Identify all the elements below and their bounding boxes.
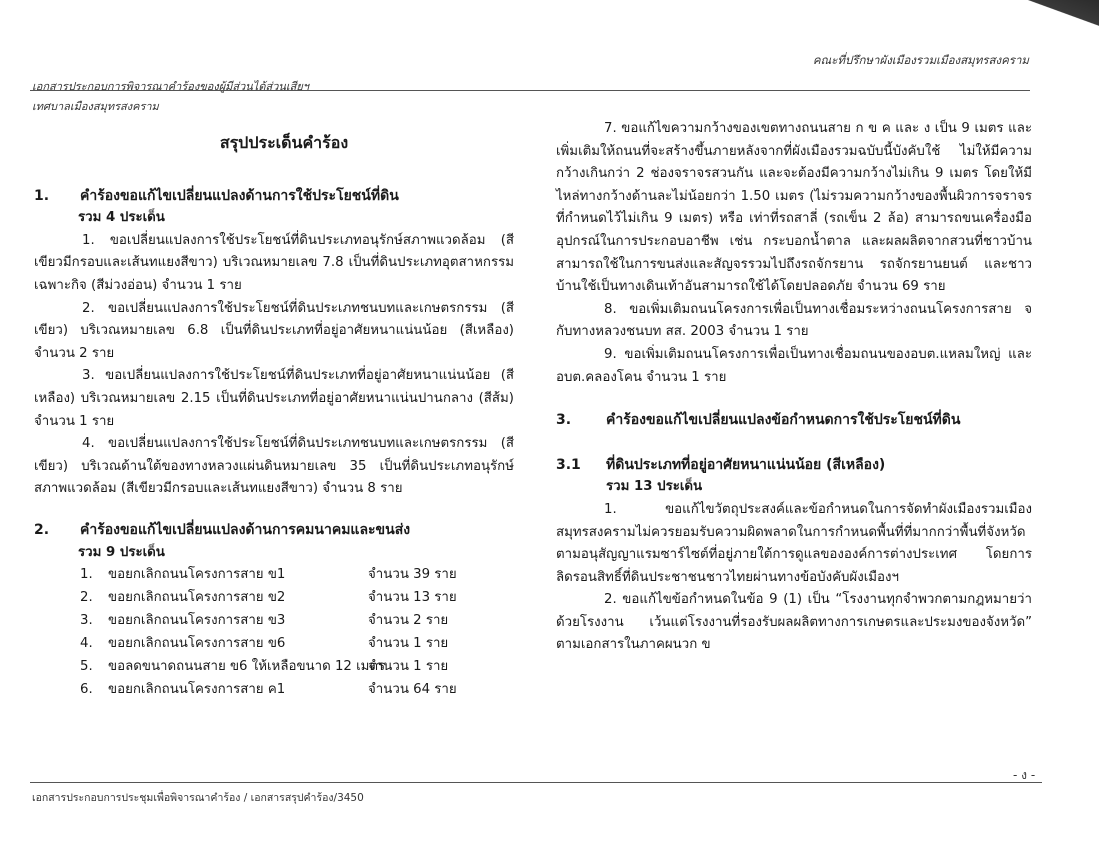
section-title: ที่ดินประเภทที่อยู่อาศัยหนาแน่นน้อย (สีเหลือง) bbox=[606, 456, 886, 473]
scan-edge-shadow bbox=[1009, 0, 1099, 40]
page-number: - ง - bbox=[1013, 768, 1036, 782]
land-use-item: 3. ขอเปลี่ยนแปลงการใช้ประโยชน์ที่ดินประเภทที่อยู่อาศัยหนาแน่นน้อย (สีเหลือง) บริเวณหมายเลข 2.15 เป็นที่ดินประเภทที่อยู่อาศัยหนาแน่นปานกลาง (สีส้ม) จำนวน 1 ราย bbox=[34, 368, 514, 429]
item-number: 5. bbox=[80, 659, 93, 675]
right-column bbox=[556, 118, 1032, 657]
section-title: คำร้องขอแก้ไขเปลี่ยนแปลงด้านการคมนาคมและขนส่ง bbox=[80, 521, 411, 538]
land-use-item: 4. ขอเปลี่ยนแปลงการใช้ประโยชน์ที่ดินประเภทชนบทและเกษตรกรรม (สีเขียว) บริเวณด้านใต้ของทางหลวงแผ่นดินหมายเลข 35 เป็นที่ดินประเภทอนุรักษ์สภาพแวดล้อม (สีเขียวมีกรอบและเส้นทแยงสีขาว) จำนวน 8 ราย bbox=[34, 436, 514, 497]
header-divider bbox=[30, 90, 1030, 91]
left-column bbox=[34, 132, 514, 702]
header-document-title: เอกสารประกอบการพิจารณาคำร้องของผู้มีส่วนได้ส่วนเสียฯ bbox=[32, 80, 309, 93]
section-3-heading bbox=[556, 409, 1032, 432]
section-2-total: รวม 9 ประเด็น bbox=[78, 544, 165, 560]
section-3-1-heading bbox=[556, 454, 1032, 477]
section-title: คำร้องขอแก้ไขเปลี่ยนแปลงด้านการใช้ประโยชน์ที่ดิน bbox=[80, 187, 399, 204]
list-item bbox=[34, 679, 514, 702]
item-text: ขอยกเลิกถนนโครงการสาย ข3 bbox=[108, 613, 286, 629]
item-number: 2. bbox=[80, 590, 93, 606]
section-1-heading bbox=[34, 185, 514, 208]
transport-item: 8. ขอเพิ่มเติมถนนโครงการเพื่อเป็นทางเชื่อมระหว่างถนนโครงการสาย จ กับทางหลวงชนบท สส. 2003 จำนวน 1 ราย bbox=[556, 301, 1032, 340]
item-count: จำนวน 39 ราย bbox=[368, 567, 457, 583]
item-text: ขอยกเลิกถนนโครงการสาย ค1 bbox=[108, 682, 286, 698]
transport-item: 9. ขอเพิ่มเติมถนนโครงการเพื่อเป็นทางเชื่อมถนนของอบต.แหลมใหญ่ และอบต.คลองโคน จำนวน 1 ราย bbox=[556, 346, 1032, 385]
section-number: 3. bbox=[556, 412, 572, 429]
land-use-item: 1. ขอเปลี่ยนแปลงการใช้ประโยชน์ที่ดินประเภทอนุรักษ์สภาพแวดล้อม (สีเขียวมีกรอบและเส้นทแยงสีขาว) บริเวณหมายเลข 7.8 เป็นที่ดินประเภทอุตสาหกรรมเฉพาะกิจ (สีม่วงอ่อน) จำนวน 1 ราย bbox=[34, 232, 514, 293]
transport-item: 7. ขอแก้ไขความกว้างของเขตทางถนนสาย ก ข ค และ ง เป็น 9 เมตร และเพิ่มเติมให้ถนนที่จะสร้างขึ้นภายหลังจากที่ผังเมืองรวมฉบับนี้บังคับใช้ ไม่ให้มีความกว้างเกินกว่า 2 ช่องจราจรสวนกัน และจะต้องมีความกว้างไม่เกิน 9 เมตร โดยให้มีไหล่ทางกว้างด้านละไม่น้อยกว่า 1.50 เมตร (ไม่รวมความกว้างของพื้นผิวการจราจรที่กำหนดไว้ไม่เกิน 9 เมตร) หรือ เท่าที่รถสาลี่ (รถเข็น 2 ล้อ) สามารถขนเครื่องมือ อุปกรณ์ในการประกอบอาชีพ เช่น กระบอกน้ำตาล และผลผลิตจากสวนที่ชาวบ้านสามารถใช้ในการขนส่งและสัญจรรวมไปถึงรถจักรยาน รถจักรยานยนต์ และชาวบ้านใช้เป็นทางเดินเท้าอันสามารถใช้ได้โดยปลอดภัย จำนวน 69 ราย bbox=[556, 121, 1032, 295]
item-count: จำนวน 1 ราย bbox=[368, 659, 449, 675]
page-title: สรุปประเด็นคำร้อง bbox=[219, 133, 349, 152]
item-text: ขอยกเลิกถนนโครงการสาย ข2 bbox=[108, 590, 286, 606]
item-count: จำนวน 1 ราย bbox=[368, 636, 449, 652]
item-number: 3. bbox=[80, 613, 93, 629]
section-3-1-total: รวม 13 ประเด็น bbox=[606, 479, 703, 495]
footer-text: เอกสารประกอบการประชุมเพื่อพิจารณาคำร้อง / เอกสารสรุปคำร้อง/3450 bbox=[32, 792, 364, 804]
list-item bbox=[34, 564, 514, 587]
section-number: 2. bbox=[34, 521, 50, 538]
footer-divider bbox=[30, 782, 1042, 783]
item-text: ขอยกเลิกถนนโครงการสาย ข1 bbox=[108, 567, 286, 583]
section-1-total: รวม 4 ประเด็น bbox=[78, 210, 165, 226]
section-title: คำร้องขอแก้ไขเปลี่ยนแปลงข้อกำหนดการใช้ประโยชน์ที่ดิน bbox=[606, 412, 961, 429]
item-count: จำนวน 13 ราย bbox=[368, 590, 457, 606]
section-2-heading bbox=[34, 519, 514, 542]
list-item bbox=[34, 633, 514, 656]
regulation-item: 2. ขอแก้ไขข้อกำหนดในข้อ 9 (1) เป็น “โรงงานทุกจำพวกตามกฎหมายว่าด้วยโรงงาน เว้นแต่โรงงานที่รองรับผลผลิตทางการเกษตรและประมงของจังหวัด” ตามเอกสารในภาคผนวก ข bbox=[556, 592, 1032, 653]
list-item bbox=[34, 656, 514, 679]
item-text: ขอลดขนาดถนนสาย ข6 ให้เหลือขนาด 12 เมตร bbox=[108, 659, 386, 675]
item-count: จำนวน 2 ราย bbox=[368, 613, 449, 629]
section-number: 3.1 bbox=[556, 456, 581, 473]
item-number: 4. bbox=[80, 636, 93, 652]
section-number: 1. bbox=[34, 187, 50, 204]
regulation-item: 1. ขอแก้ไขวัตถุประสงค์และข้อกำหนดในการจัดทำผังเมืองรวมเมืองสมุทรสงครามไม่ควรยอมรับความผิดพลาดในการกำหนดพื้นที่ที่มากกว่าพื้นที่จังหวัดตามอนุสัญญาแรมซาร์ไซต์ที่อยู่ภายใต้การดูแลขององค์การต่างประเทศ โดยการลิดรอนสิทธิ์ที่ดินประชาชนชาวไทยผ่านทางข้อบังคับผังเมืองฯ bbox=[556, 501, 1032, 585]
item-count: จำนวน 64 ราย bbox=[368, 682, 457, 698]
item-number: 6. bbox=[80, 682, 93, 698]
transport-request-list bbox=[34, 564, 514, 702]
item-text: ขอยกเลิกถนนโครงการสาย ข6 bbox=[108, 636, 286, 652]
item-number: 1. bbox=[80, 567, 93, 583]
header-municipality: เทศบาลเมืองสมุทรสงคราม bbox=[32, 100, 159, 113]
list-item bbox=[34, 610, 514, 633]
list-item bbox=[34, 587, 514, 610]
land-use-item: 2. ขอเปลี่ยนแปลงการใช้ประโยชน์ที่ดินประเภทชนบทและเกษตรกรรม (สีเขียว) บริเวณหมายเลข 6.8 เป็นที่ดินประเภทที่อยู่อาศัยหนาแน่นน้อย (สีเหลือง) จำนวน 2 ราย bbox=[34, 300, 514, 361]
header-committee-title: คณะที่ปรึกษาผังเมืองรวมเมืองสมุทรสงคราม bbox=[812, 53, 1029, 67]
